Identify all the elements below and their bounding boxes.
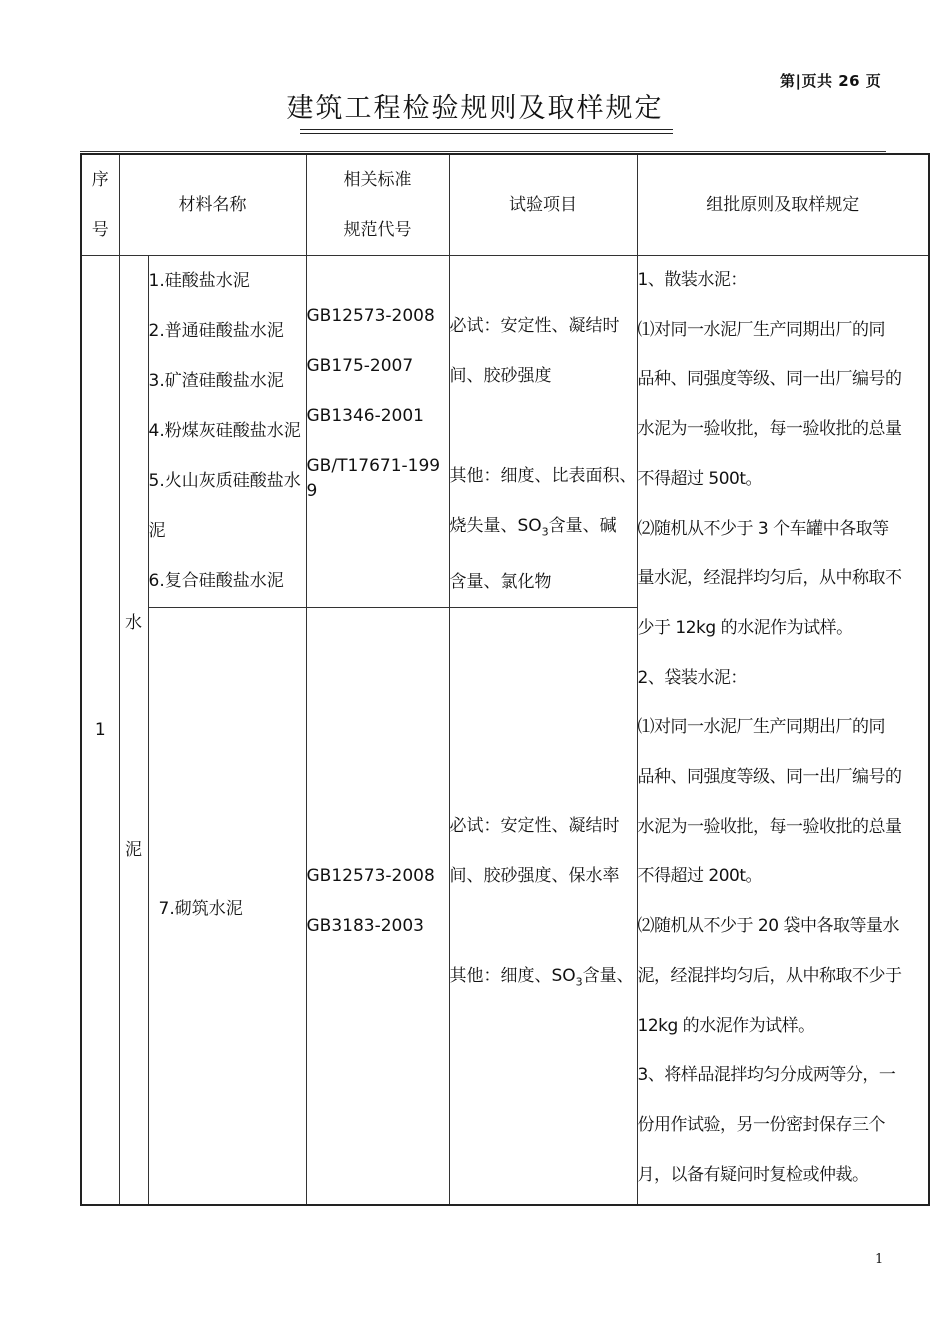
tests-required-line: 间、胶砂强度、保水率: [449, 866, 620, 887]
material-item: 泥: [148, 521, 166, 541]
material-item: 2.普通硅酸盐水泥: [148, 321, 284, 341]
rule-line: 水泥为一验收批，每一验收批的总量: [637, 816, 902, 837]
rule-line: ⑵随机从不少于 20 袋中各取等量水: [637, 916, 899, 937]
header-standard-line1: 相关标准: [343, 170, 412, 190]
tests-required-line: 必试：安定性、凝结时: [449, 816, 620, 837]
material-item: 4.粉煤灰硅酸盐水泥: [148, 421, 301, 441]
page-info: 第|页共 26 页: [780, 72, 882, 90]
rule-line: 1、散装水泥：: [637, 270, 747, 290]
material-char-2: 泥: [125, 840, 142, 860]
rule-line: 品种、同强度等级、同一出厂编号的: [637, 369, 902, 390]
rule-line: 量水泥，经混拌均匀后，从中称取不: [637, 568, 902, 589]
tests-required-line: 必试：安定性、凝结时: [449, 316, 620, 336]
rule-line: 月，以备有疑问时复检或仲裁。: [637, 1164, 869, 1185]
title-underline: [300, 129, 673, 130]
header-material: 材料名称: [119, 154, 306, 256]
material-item: 6.复合硅酸盐水泥: [148, 571, 284, 591]
row-index: 1: [81, 256, 119, 1205]
rule-line: 不得超过 500t。: [637, 468, 763, 489]
tests-required-line: 间、胶砂强度: [449, 366, 552, 386]
material-group-1: [148, 256, 306, 608]
standard-code: GB12573-2008: [306, 306, 435, 326]
standard-code: 9: [306, 481, 318, 501]
header-index-top: 序: [91, 170, 109, 190]
table-header-row: [81, 154, 929, 256]
header-tests: 试验项目: [449, 154, 637, 256]
material-char-1: 水: [125, 613, 142, 633]
header-index: [81, 154, 119, 256]
material-category: [119, 256, 148, 1205]
rule-line: ⑵随机从不少于 3 个车罐中各取等: [637, 518, 889, 539]
document-title: 建筑工程检验规则及取样规定: [286, 93, 664, 124]
rule-line: ⑴对同一水泥厂生产同期出厂的同: [637, 319, 885, 340]
header-rule: [80, 151, 886, 152]
rule-line: 2、袋装水泥：: [637, 667, 747, 688]
standard-code: GB3183-2003: [306, 916, 424, 937]
sampling-rules: [637, 256, 929, 1205]
standard-code: GB/T17671-199: [306, 456, 441, 476]
rule-line: 泥，经混拌均匀后，从中称取不少于: [637, 965, 902, 986]
standards-group-2: [306, 608, 449, 1205]
standard-code: GB12573-2008: [306, 866, 435, 887]
rule-line: 少于 12kg 的水泥作为试样。: [637, 617, 853, 638]
rule-line: 12kg 的水泥作为试样。: [637, 1015, 815, 1036]
tests-other-line: 其他：细度、$SO_3$含量、: [449, 966, 634, 989]
standard-code: GB175-2007: [306, 356, 414, 376]
standards-group-1: [306, 256, 449, 608]
tests-other-line: 含量、氯化物: [449, 572, 552, 593]
material-group-2: 7.砌筑水泥: [148, 608, 306, 1205]
header-rules: 组批原则及取样规定: [637, 154, 929, 256]
tests-other-line: 烧失量、$SO_3$含量、碱: [449, 516, 617, 539]
rule-line: 品种、同强度等级、同一出厂编号的: [637, 767, 902, 788]
rule-line: 不得超过 200t。: [637, 866, 763, 887]
tests-other-line: 其他：细度、比表面积、: [449, 466, 637, 486]
rule-line: 份用作试验，另一份密封保存三个: [637, 1114, 885, 1135]
material-item: 5.火山灰质硅酸盐水: [148, 471, 301, 491]
header-index-bottom: 号: [91, 220, 109, 240]
page-number: 1: [875, 1252, 884, 1267]
rule-line: ⑴对同一水泥厂生产同期出厂的同: [637, 717, 885, 738]
table-row: [81, 256, 929, 608]
tests-group-1: [449, 256, 637, 608]
material-item: 3.矿渣硅酸盐水泥: [148, 371, 284, 391]
standard-code: GB1346-2001: [306, 406, 424, 426]
rule-line: 3、将样品混拌均匀分成两等分，一: [637, 1065, 896, 1086]
inspection-rules-table: [80, 153, 930, 1206]
material-item: 1.硅酸盐水泥: [148, 271, 250, 291]
header-standard-line2: 规范代号: [343, 220, 412, 240]
title-underline-second: [300, 133, 673, 134]
rule-line: 水泥为一验收批，每一验收批的总量: [637, 419, 902, 440]
tests-group-2: [449, 608, 637, 1205]
header-standard: [306, 154, 449, 256]
